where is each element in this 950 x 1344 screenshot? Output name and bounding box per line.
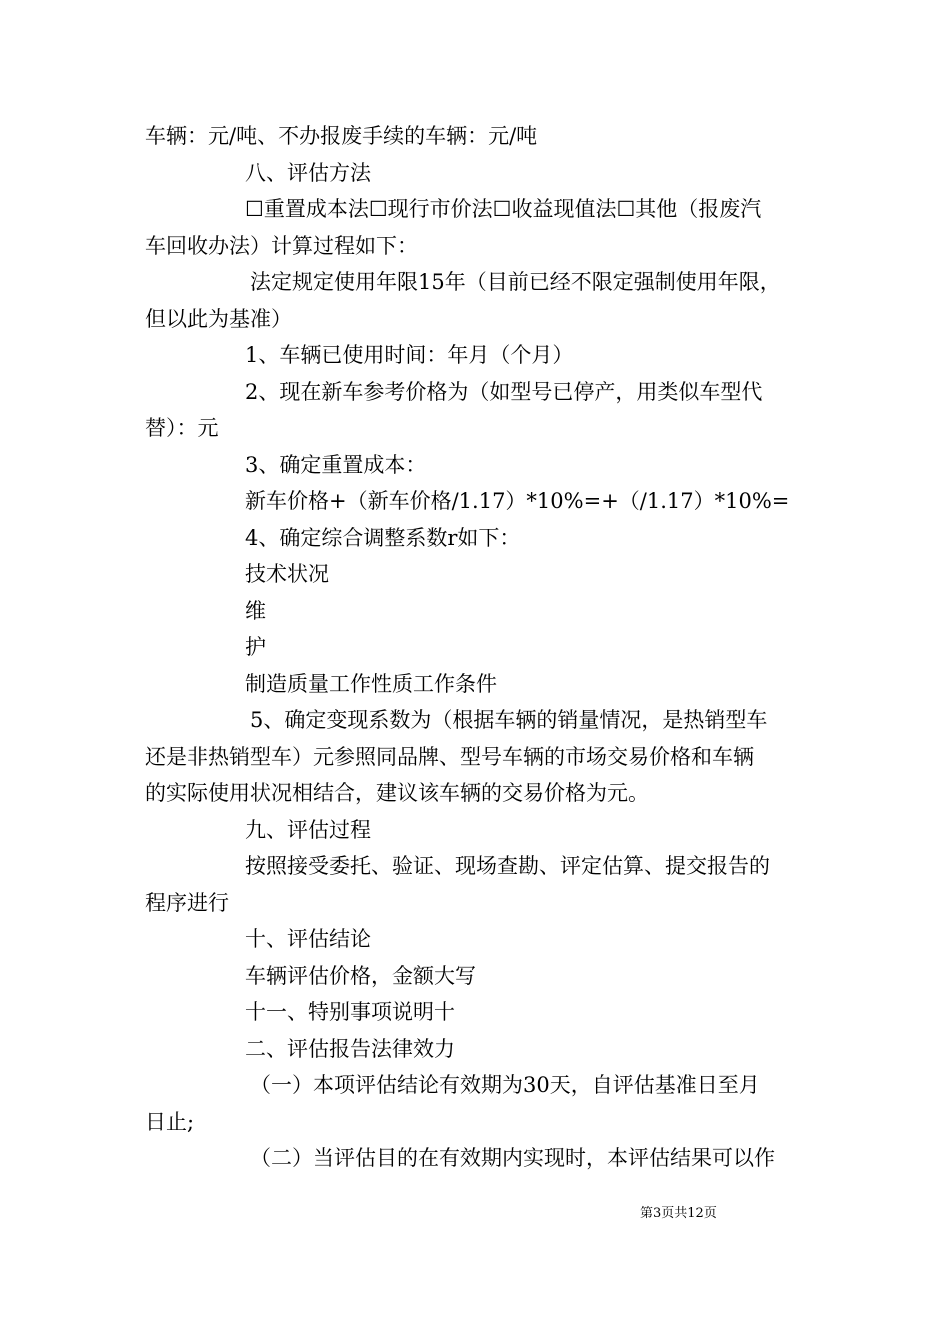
text-line: ☐重置成本法☐现行市价法☐收益现值法☐其他（报废汽 (245, 197, 762, 221)
text-line: 1、车辆已使用时间：年月（个月） (245, 343, 574, 367)
text-line: 按照接受委托、验证、现场查勘、评定估算、提交报告的 (245, 854, 770, 878)
section-heading: 十一、特别事项说明十 (245, 1000, 455, 1024)
text-line: 车辆评估价格，金额大写 (245, 963, 476, 988)
section-heading: 九、评估过程 (245, 817, 371, 842)
text-line: 日止; (145, 1109, 195, 1134)
text-line: 2、现在新车参考价格为（如型号已停产，用类似车型代 (245, 379, 763, 404)
text-line: 的实际使用状况相结合，建议该车辆的交易价格为元。 (145, 781, 649, 805)
text-line: （二）当评估目的在有效期内实现时，本评估结果可以作 (250, 1146, 775, 1170)
formula-line: 新车价格+（新车价格/1.17）*10%=+（/1.17）*10%= (245, 489, 790, 513)
text-line: 护 (245, 635, 266, 659)
text-line: 4、确定综合调整系数r如下： (245, 525, 521, 550)
text-line: （一）本项评估结论有效期为30天，自评估基准日至月 (250, 1073, 760, 1097)
text-line: 制造质量工作性质工作条件 (245, 671, 497, 696)
section-heading: 二、评估报告法律效力 (245, 1036, 455, 1061)
text-line: 3、确定重置成本： (245, 452, 427, 477)
section-heading: 十、评估结论 (245, 927, 371, 951)
text-line: 法定规定使用年限15年（目前已经不限定强制使用年限， (250, 270, 781, 294)
text-line: 车回收办法）计算过程如下： (145, 233, 418, 258)
text-line: 还是非热销型车）元参照同品牌、型号车辆的市场交易价格和车辆 (145, 744, 754, 769)
text-line: 但以此为基准） (145, 306, 292, 331)
text-line: 维 (245, 598, 266, 623)
document-body (145, 118, 825, 1177)
text-line: 5、确定变现系数为（根据车辆的销量情况，是热销型车 (250, 708, 768, 732)
text-line: 替）：元 (145, 416, 219, 440)
page-footer: 第3页共12页 (640, 1206, 717, 1221)
text-line: 技术状况 (245, 562, 329, 586)
section-heading: 八、评估方法 (245, 160, 371, 185)
text-line: 程序进行 (145, 890, 229, 915)
text-line: 车辆：元/吨、不办报废手续的车辆：元/吨 (145, 124, 538, 148)
